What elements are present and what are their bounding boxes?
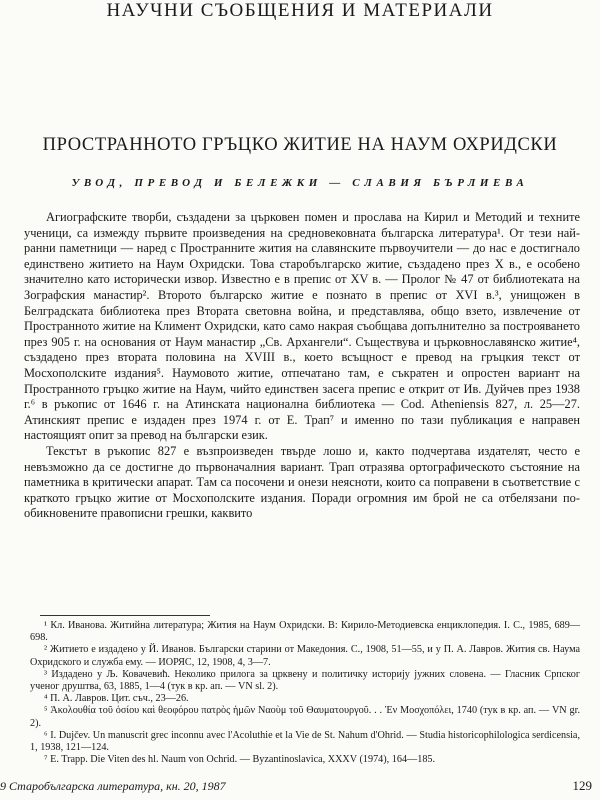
footnote-7: ⁷ E. Trapp. Die Viten des hl. Naum von Ochrid. — Byzantinoslavica, XXXV (1974), 164—185. bbox=[44, 754, 436, 766]
page-footer bbox=[0, 777, 600, 795]
article-title: ПРОСТРАННОТО ГРЪЦКО ЖИТИЕ НА НАУМ ОХРИДСКИ bbox=[42, 135, 558, 155]
footnote-divider bbox=[40, 615, 210, 616]
footnote-2: ² Житието е издадено у Й. Иванов. Български старини от Македония. С., 1908, 51—55, и у П. А. Лавров. Жития св. Наума Охридского и служба ему. — ИОРЯС, 12, 1908, 4, 3—7. bbox=[30, 644, 580, 668]
section-heading: НАУЧНИ СЪОБЩЕНИЯ И МАТЕРИАЛИ bbox=[106, 0, 494, 21]
article-body bbox=[24, 210, 580, 522]
footnote-1: ¹ Кл. Иванова. Житийна литература; Жития на Наум Охридски. В: Кирило-Методиевска енциклопедия. I. С., 1985, 689—698. bbox=[30, 620, 580, 644]
footnote-4: ⁴ П. А. Лавров. Цит. съч., 23—26. bbox=[44, 693, 189, 705]
journal-reference: 9 Старобългарска литература, кн. 20, 1987 bbox=[0, 779, 226, 793]
footnote-6: ⁶ I. Dujčev. Un manuscrit grec inconnu avec l'Acoluthie et la Vie de St. Nahum d'Ohrid. — Studia historicophilologica serdicensia, 1, 1938, 121—124. bbox=[30, 729, 580, 754]
article-byline: УВОД, ПРЕВОД И БЕЛЕЖКИ — СЛАВИЯ БЪРЛИЕВА bbox=[71, 177, 529, 189]
footnote-5: ⁵ Ἀκολουθία τοῦ ὁσίου καὶ θεοφόρου πατρὸς ἡμῶν Ναοὺμ τοῦ Θαυματουργοῦ. . . Ἐν Μοσχοπόλει, 1740 (тук в кр. ап. — VN gr. 2). bbox=[30, 705, 580, 729]
body-paragraph: Агиографските творби, създадени за църковен помен и прослава на Кирил и Методий и техните ученици, са измежду първите произведения на средновековната българска литература¹. От тези най-ранни паметници — наред с Пространните жития на славянските първоучители — до нас е достигнало единствено житието на Наум Охридски. Това старобългарско житие, създадено през X в., е особено значително като исторически извор. Известно е в препис от XV в. — Пролог № 47 от библиотеката на Зографския манастир². Второто българско житие е познато в препис от XVI в.³, унищожен в Белградската библиотека през Втората световна война, и представлява, общо взето, извлечение от Пространното житие на Климент Охридски, като само накрая съобщава допълнително за построяването през 905 г. на основания от Наум манастир „Св. Архангели“. Съществува и църковнославянско житие⁴, създадено през втората половина на XVIII в., което всъщност е превод на гръцкия текст от Мосхополските издания⁵. Наумовото житие, отпечатано там, е съкратен и опростен вариант на Пространното гръцко житие на Наум, чийто единствен засега препис е открит от Ив. Дуйчев през 1938 г.⁶ в ръкопис от 1646 г. на Атинската национална библиотека — Cod. Atheniensis 827, л. 25—27. Атинският препис е издаден през 1974 г. от Е. Трап⁷ и именно по тази публикация е направен настоящият опит за превод на български език. bbox=[24, 210, 580, 443]
footnotes bbox=[30, 620, 580, 766]
page-number: 129 bbox=[572, 778, 592, 793]
footnote-3: ³ Издадено у Љ. Ковачевић. Неколико прилога за црквену и политичку историју јужних словена. — Гласник Српског ученог друштва, 63, 1885, 1—4 (тук в кр. ап. — VN sl. 2). bbox=[30, 668, 580, 693]
body-paragraph: Текстът в ръкопис 827 е възпроизведен твърде лошо и, както подчертава издателят, често е невъзможно да се достигне до първоначалния вариант. Трап отразява ортографическото състояние на паметника в критически апарат. Там са посочени и онези неясноти, които са поправени в съответствие с краткото гръцко житие от Мосхополските издания. Поради огромния им брой не са отбелязани по-обикновените правописни грешки, каквито bbox=[24, 443, 580, 521]
